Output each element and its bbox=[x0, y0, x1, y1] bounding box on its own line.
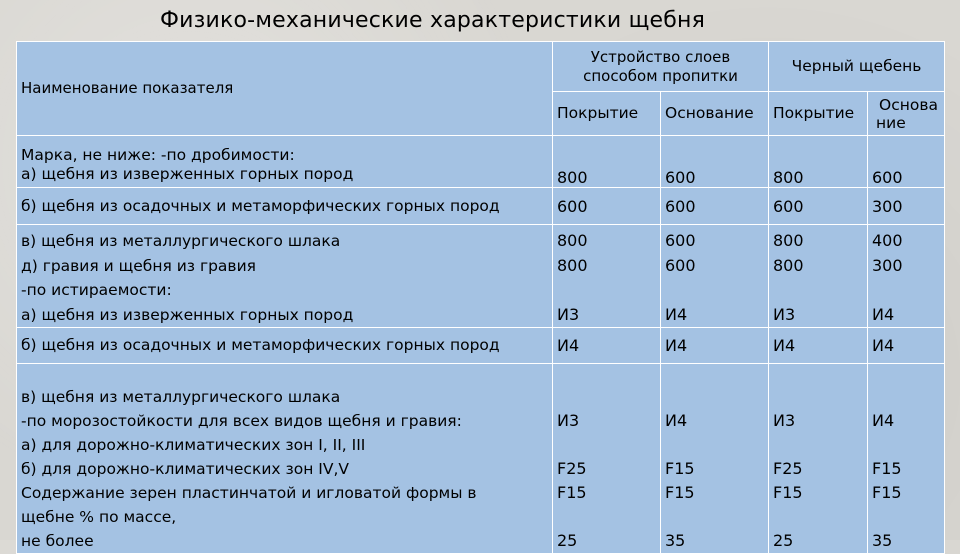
cell-value: 800 bbox=[553, 136, 661, 188]
cell-value-line: 800 bbox=[557, 231, 588, 250]
cell-value-line bbox=[665, 433, 764, 457]
row-name: б) щебня из осадочных и метаморфических горных пород bbox=[17, 188, 553, 225]
row-name-line: б) для дорожно-климатических зон IV,V bbox=[21, 460, 349, 478]
cell-value bbox=[868, 225, 945, 328]
cell-value bbox=[769, 225, 868, 328]
cell-value-line: И3 bbox=[773, 411, 796, 430]
table-row bbox=[17, 225, 945, 328]
sub-header-2: Основание bbox=[661, 92, 769, 136]
row-name-line: в) щебня из металлургического шлака bbox=[21, 232, 341, 250]
cell-value: 600 bbox=[769, 188, 868, 225]
cell-value-line bbox=[665, 278, 764, 303]
cell-value-line bbox=[773, 278, 863, 303]
row-name-line: -по морозостойкости для всех видов щебня и гравия: bbox=[21, 412, 462, 430]
cell-value-line: F25 bbox=[773, 459, 803, 478]
cell-value bbox=[553, 364, 661, 554]
cell-value bbox=[553, 225, 661, 328]
group-header-impregnation-line1: Устройство слоев bbox=[590, 47, 731, 66]
cell-value-line: F15 bbox=[665, 483, 695, 502]
cell-value bbox=[661, 225, 769, 328]
sub-header-4 bbox=[868, 92, 945, 136]
cell-value: 800 bbox=[769, 136, 868, 188]
cell-value-line bbox=[557, 505, 656, 529]
table-row bbox=[17, 188, 945, 225]
cell-value-line: F25 bbox=[557, 459, 587, 478]
cell-value-line bbox=[872, 433, 940, 457]
row-name-line-cut: не более bbox=[21, 532, 94, 550]
group-header-black bbox=[769, 42, 945, 92]
cell-value: 600 bbox=[868, 136, 945, 188]
cell-value-line: 35 bbox=[872, 531, 893, 550]
cell-value-line: И3 bbox=[773, 304, 796, 324]
cell-value-line: И4 bbox=[872, 304, 895, 324]
cell-value-line bbox=[773, 433, 863, 457]
sub-header-4-line2: ние bbox=[876, 113, 906, 132]
cell-value: 300 bbox=[868, 188, 945, 225]
row-name-line: а) щебня из изверженных горных пород bbox=[21, 165, 354, 183]
cell-value-line: И4 bbox=[665, 304, 688, 324]
cell-value-line: F15 bbox=[773, 483, 803, 502]
cell-value-line: 800 bbox=[557, 255, 588, 275]
cell-value-line: 300 bbox=[872, 255, 903, 275]
row-name-line: Марка, не ниже: -по дробимости: bbox=[21, 146, 295, 164]
cell-value-line: 25 bbox=[557, 531, 578, 550]
cell-value: 600 bbox=[553, 188, 661, 225]
cell-value: 600 bbox=[661, 136, 769, 188]
table-header-row-groups bbox=[17, 42, 945, 92]
table-row bbox=[17, 364, 945, 554]
column-header-name bbox=[17, 42, 553, 136]
group-header-impregnation-line2: способом пропитки bbox=[583, 66, 738, 85]
cell-value-line: 400 bbox=[872, 231, 903, 250]
cell-value-line: 600 bbox=[665, 231, 696, 250]
cell-value-line bbox=[872, 278, 940, 303]
row-name-line: Содержание зерен пластинчатой и игловатой формы в bbox=[21, 484, 477, 502]
cell-value-line bbox=[872, 505, 940, 529]
cell-value-line: И4 bbox=[872, 411, 895, 430]
cell-value-line: 35 bbox=[665, 531, 686, 550]
row-name-line: щебне % по массе, bbox=[21, 508, 177, 526]
cell-value-line: F15 bbox=[665, 459, 695, 478]
table-row bbox=[17, 328, 945, 364]
cell-value-line bbox=[665, 505, 764, 529]
cell-value-line: F15 bbox=[872, 459, 902, 478]
row-name-line: в) щебня из металлургического шлака bbox=[21, 388, 341, 406]
cell-value-line: 600 bbox=[665, 255, 696, 275]
cell-value bbox=[661, 364, 769, 554]
group-header-impregnation bbox=[553, 42, 769, 92]
cell-value-line bbox=[557, 278, 656, 303]
sub-header-4-line1: Основа bbox=[879, 95, 938, 114]
sub-header-3: Покрытие bbox=[769, 92, 868, 136]
row-name-line: д) гравия и щебня из гравия bbox=[21, 256, 256, 275]
row-name-line: а) щебня из изверженных горных пород bbox=[21, 305, 354, 324]
cell-value-line: F15 bbox=[872, 483, 902, 502]
cell-value-line: И4 bbox=[665, 411, 688, 430]
cell-value-line: 800 bbox=[773, 255, 804, 275]
cell-value: 600 bbox=[661, 188, 769, 225]
cell-value: И4 bbox=[553, 328, 661, 364]
row-name bbox=[17, 225, 553, 328]
cell-value: И4 bbox=[868, 328, 945, 364]
cell-value: И4 bbox=[661, 328, 769, 364]
cell-value-line bbox=[557, 433, 656, 457]
cell-value-line: И3 bbox=[557, 411, 580, 430]
table-row bbox=[17, 136, 945, 188]
cell-value: И4 bbox=[769, 328, 868, 364]
slide-title: Физико-механические характеристики щебня bbox=[160, 8, 706, 33]
row-name: б) щебня из осадочных и метаморфических горных пород bbox=[17, 328, 553, 364]
cell-value bbox=[868, 364, 945, 554]
cell-value-line: F15 bbox=[557, 483, 587, 502]
cell-value-line: 800 bbox=[773, 231, 804, 250]
group-header-black-label: Черный щебень bbox=[791, 57, 922, 75]
cell-value-line bbox=[773, 505, 863, 529]
row-name-line: -по истираемости: bbox=[21, 281, 172, 299]
row-name bbox=[17, 136, 553, 188]
row-name bbox=[17, 364, 553, 554]
properties-table bbox=[16, 41, 945, 554]
sub-header-1: Покрытие bbox=[553, 92, 661, 136]
cell-value-line: 25 bbox=[773, 531, 794, 550]
cell-value-line: И3 bbox=[557, 304, 580, 324]
row-name-line: а) для дорожно-климатических зон I, II, III bbox=[21, 436, 366, 454]
column-header-name-label: Наименование показателя bbox=[21, 79, 234, 97]
cell-value bbox=[769, 364, 868, 554]
